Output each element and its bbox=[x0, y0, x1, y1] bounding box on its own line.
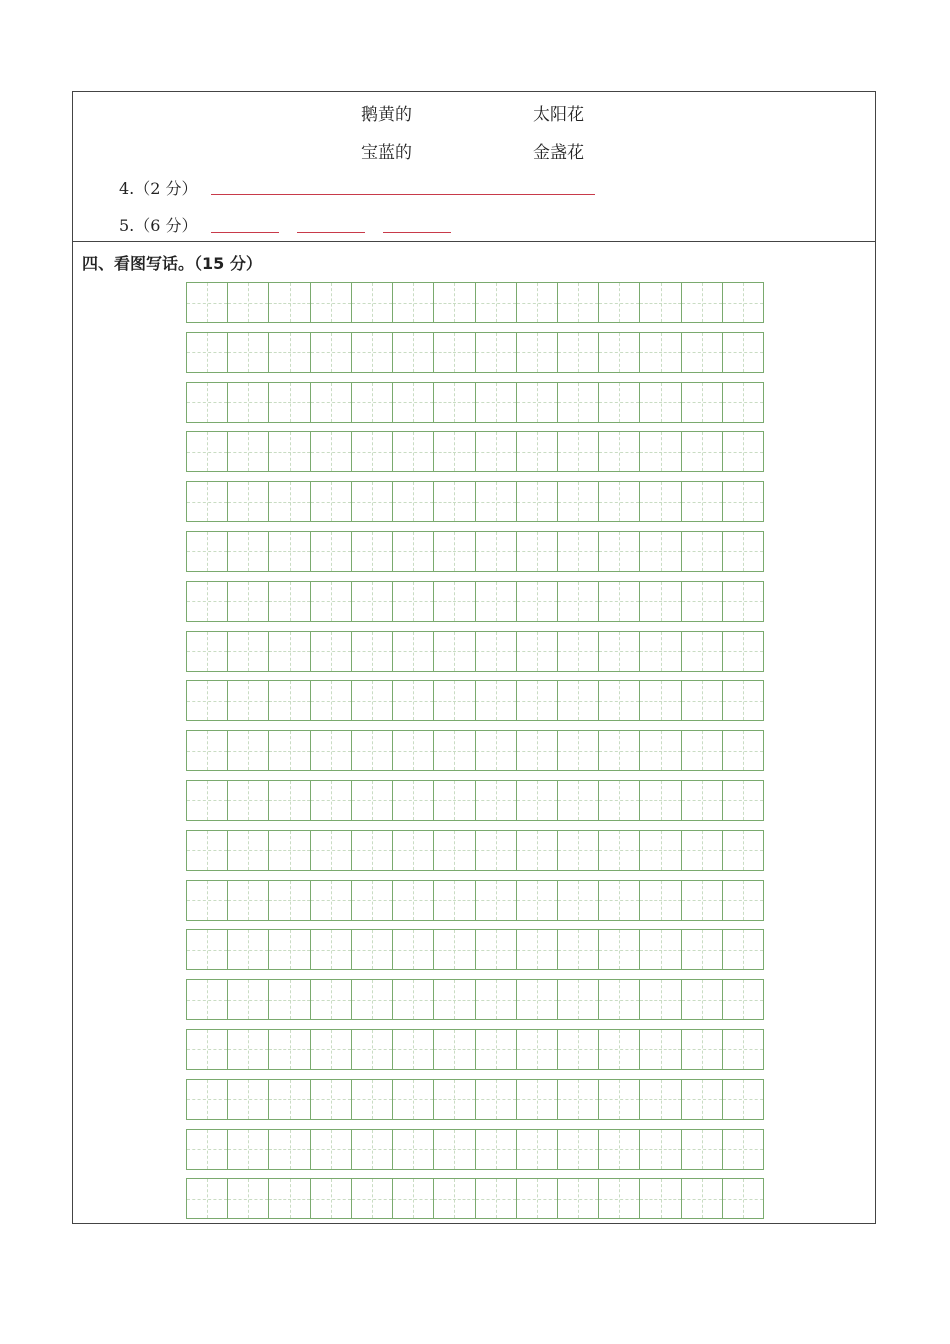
grid-cell[interactable] bbox=[558, 582, 599, 621]
grid-cell[interactable] bbox=[434, 283, 475, 322]
grid-cell[interactable] bbox=[269, 1179, 310, 1218]
grid-cell[interactable] bbox=[640, 1130, 681, 1169]
grid-cell[interactable] bbox=[723, 781, 763, 820]
grid-cell[interactable] bbox=[352, 681, 393, 720]
question-5-label: 5.（6 分） bbox=[119, 216, 198, 235]
grid-cell[interactable] bbox=[682, 432, 723, 471]
grid-cell[interactable] bbox=[311, 681, 352, 720]
grid-cell[interactable] bbox=[393, 1130, 434, 1169]
grid-cell[interactable] bbox=[558, 681, 599, 720]
grid-cell[interactable] bbox=[599, 333, 640, 372]
grid-cell[interactable] bbox=[682, 881, 723, 920]
grid-cell[interactable] bbox=[352, 980, 393, 1019]
grid-cell[interactable] bbox=[269, 432, 310, 471]
grid-cell[interactable] bbox=[434, 681, 475, 720]
grid-cell[interactable] bbox=[269, 881, 310, 920]
grid-cell[interactable] bbox=[558, 781, 599, 820]
grid-cell[interactable] bbox=[723, 283, 763, 322]
grid-cell[interactable] bbox=[393, 532, 434, 571]
grid-cell[interactable] bbox=[723, 532, 763, 571]
grid-cell[interactable] bbox=[269, 731, 310, 770]
grid-cell[interactable] bbox=[599, 781, 640, 820]
grid-cell[interactable] bbox=[476, 1080, 517, 1119]
grid-cell[interactable] bbox=[187, 881, 228, 920]
grid-cell[interactable] bbox=[187, 781, 228, 820]
grid-cell[interactable] bbox=[558, 283, 599, 322]
grid-cell[interactable] bbox=[558, 1080, 599, 1119]
grid-cell[interactable] bbox=[558, 831, 599, 870]
grid-row bbox=[186, 481, 764, 522]
grid-cell[interactable] bbox=[599, 432, 640, 471]
grid-cell[interactable] bbox=[311, 482, 352, 521]
grid-cell[interactable] bbox=[682, 980, 723, 1019]
grid-cell[interactable] bbox=[558, 881, 599, 920]
grid-cell[interactable] bbox=[476, 582, 517, 621]
grid-cell[interactable] bbox=[558, 333, 599, 372]
grid-cell[interactable] bbox=[434, 532, 475, 571]
grid-cell[interactable] bbox=[640, 532, 681, 571]
grid-cell[interactable] bbox=[599, 283, 640, 322]
grid-cell[interactable] bbox=[228, 632, 269, 671]
grid-cell[interactable] bbox=[723, 383, 763, 422]
grid-cell[interactable] bbox=[640, 781, 681, 820]
grid-cell[interactable] bbox=[558, 383, 599, 422]
grid-cell[interactable] bbox=[311, 781, 352, 820]
grid-cell[interactable] bbox=[393, 632, 434, 671]
grid-cell[interactable] bbox=[187, 1179, 228, 1218]
grid-cell[interactable] bbox=[517, 1080, 558, 1119]
grid-cell[interactable] bbox=[476, 831, 517, 870]
grid-cell[interactable] bbox=[476, 980, 517, 1019]
grid-row bbox=[186, 1029, 764, 1070]
grid-cell[interactable] bbox=[187, 831, 228, 870]
grid-cell[interactable] bbox=[723, 1179, 763, 1218]
grid-cell[interactable] bbox=[434, 731, 475, 770]
grid-cell[interactable] bbox=[434, 1080, 475, 1119]
grid-cell[interactable] bbox=[434, 1030, 475, 1069]
grid-cell[interactable] bbox=[393, 881, 434, 920]
grid-row bbox=[186, 1079, 764, 1120]
grid-cell[interactable] bbox=[228, 532, 269, 571]
grid-cell[interactable] bbox=[393, 831, 434, 870]
grid-cell[interactable] bbox=[311, 980, 352, 1019]
grid-cell[interactable] bbox=[640, 1080, 681, 1119]
grid-cell[interactable] bbox=[228, 482, 269, 521]
grid-cell[interactable] bbox=[517, 930, 558, 969]
grid-row bbox=[186, 631, 764, 672]
grid-cell[interactable] bbox=[476, 1179, 517, 1218]
grid-cell[interactable] bbox=[311, 881, 352, 920]
grid-cell[interactable] bbox=[352, 881, 393, 920]
grid-cell[interactable] bbox=[517, 681, 558, 720]
grid-cell[interactable] bbox=[558, 1179, 599, 1218]
grid-cell[interactable] bbox=[393, 482, 434, 521]
grid-cell[interactable] bbox=[476, 881, 517, 920]
grid-row bbox=[186, 929, 764, 970]
grid-cell[interactable] bbox=[476, 482, 517, 521]
grid-row bbox=[186, 680, 764, 721]
grid-cell[interactable] bbox=[599, 831, 640, 870]
grid-cell[interactable] bbox=[558, 980, 599, 1019]
grid-cell[interactable] bbox=[682, 283, 723, 322]
grid-cell[interactable] bbox=[311, 1130, 352, 1169]
grid-cell[interactable] bbox=[558, 632, 599, 671]
grid-cell[interactable] bbox=[599, 1080, 640, 1119]
grid-cell[interactable] bbox=[517, 582, 558, 621]
grid-cell[interactable] bbox=[434, 482, 475, 521]
grid-cell[interactable] bbox=[187, 1130, 228, 1169]
grid-cell[interactable] bbox=[517, 632, 558, 671]
grid-cell[interactable] bbox=[640, 681, 681, 720]
grid-cell[interactable] bbox=[599, 1130, 640, 1169]
grid-cell[interactable] bbox=[269, 980, 310, 1019]
grid-cell[interactable] bbox=[476, 283, 517, 322]
grid-cell[interactable] bbox=[517, 383, 558, 422]
grid-cell[interactable] bbox=[640, 333, 681, 372]
grid-cell[interactable] bbox=[228, 1179, 269, 1218]
grid-cell[interactable] bbox=[228, 582, 269, 621]
grid-cell[interactable] bbox=[187, 532, 228, 571]
grid-cell[interactable] bbox=[517, 532, 558, 571]
grid-cell[interactable] bbox=[640, 881, 681, 920]
grid-cell[interactable] bbox=[393, 333, 434, 372]
grid-cell[interactable] bbox=[434, 980, 475, 1019]
grid-cell[interactable] bbox=[187, 930, 228, 969]
grid-row bbox=[186, 1178, 764, 1219]
grid-row bbox=[186, 830, 764, 871]
grid-cell[interactable] bbox=[269, 681, 310, 720]
grid-cell[interactable] bbox=[269, 1080, 310, 1119]
grid-cell[interactable] bbox=[476, 432, 517, 471]
grid-cell[interactable] bbox=[352, 532, 393, 571]
grid-cell[interactable] bbox=[269, 632, 310, 671]
grid-cell[interactable] bbox=[558, 432, 599, 471]
grid-cell[interactable] bbox=[640, 930, 681, 969]
grid-row bbox=[186, 581, 764, 622]
grid-cell[interactable] bbox=[723, 930, 763, 969]
grid-cell[interactable] bbox=[517, 333, 558, 372]
grid-cell[interactable] bbox=[476, 1030, 517, 1069]
grid-cell[interactable] bbox=[269, 831, 310, 870]
grid-cell[interactable] bbox=[723, 482, 763, 521]
grid-cell[interactable] bbox=[682, 930, 723, 969]
grid-cell[interactable] bbox=[352, 930, 393, 969]
grid-cell[interactable] bbox=[352, 632, 393, 671]
grid-cell[interactable] bbox=[682, 383, 723, 422]
grid-cell[interactable] bbox=[311, 1179, 352, 1218]
grid-cell[interactable] bbox=[640, 1030, 681, 1069]
grid-cell[interactable] bbox=[352, 383, 393, 422]
grid-cell[interactable] bbox=[640, 632, 681, 671]
grid-cell[interactable] bbox=[476, 930, 517, 969]
grid-cell[interactable] bbox=[269, 781, 310, 820]
grid-cell[interactable] bbox=[434, 1179, 475, 1218]
grid-cell[interactable] bbox=[228, 432, 269, 471]
grid-cell[interactable] bbox=[187, 582, 228, 621]
grid-cell[interactable] bbox=[476, 333, 517, 372]
grid-cell[interactable] bbox=[269, 1130, 310, 1169]
grid-cell[interactable] bbox=[599, 930, 640, 969]
grid-cell[interactable] bbox=[723, 980, 763, 1019]
grid-cell[interactable] bbox=[476, 632, 517, 671]
grid-cell[interactable] bbox=[228, 930, 269, 969]
grid-row bbox=[186, 382, 764, 423]
grid-row bbox=[186, 531, 764, 572]
grid-cell[interactable] bbox=[352, 831, 393, 870]
grid-cell[interactable] bbox=[352, 432, 393, 471]
grid-cell[interactable] bbox=[599, 532, 640, 571]
grid-row bbox=[186, 979, 764, 1020]
grid-row bbox=[186, 332, 764, 373]
grid-cell[interactable] bbox=[352, 582, 393, 621]
grid-cell[interactable] bbox=[599, 1179, 640, 1218]
grid-cell[interactable] bbox=[393, 1179, 434, 1218]
grid-row bbox=[186, 1129, 764, 1170]
word-right-2: 金盏花 bbox=[533, 143, 584, 163]
question-4-answer-line[interactable] bbox=[211, 194, 595, 195]
grid-cell[interactable] bbox=[434, 432, 475, 471]
grid-cell[interactable] bbox=[640, 831, 681, 870]
grid-cell[interactable] bbox=[517, 1179, 558, 1218]
grid-cell[interactable] bbox=[311, 532, 352, 571]
grid-row bbox=[186, 730, 764, 771]
grid-cell[interactable] bbox=[723, 432, 763, 471]
grid-cell[interactable] bbox=[311, 333, 352, 372]
grid-cell[interactable] bbox=[476, 681, 517, 720]
grid-cell[interactable] bbox=[311, 1030, 352, 1069]
grid-cell[interactable] bbox=[228, 831, 269, 870]
grid-cell[interactable] bbox=[311, 283, 352, 322]
grid-cell[interactable] bbox=[558, 930, 599, 969]
grid-cell[interactable] bbox=[599, 731, 640, 770]
grid-cell[interactable] bbox=[640, 383, 681, 422]
grid-cell[interactable] bbox=[269, 333, 310, 372]
question-5-answer-line-3[interactable] bbox=[383, 232, 451, 233]
grid-cell[interactable] bbox=[682, 333, 723, 372]
exam-table bbox=[72, 91, 876, 1224]
grid-cell[interactable] bbox=[352, 781, 393, 820]
grid-cell[interactable] bbox=[723, 582, 763, 621]
grid-cell[interactable] bbox=[682, 681, 723, 720]
grid-cell[interactable] bbox=[434, 881, 475, 920]
grid-cell[interactable] bbox=[352, 1080, 393, 1119]
grid-cell[interactable] bbox=[476, 532, 517, 571]
grid-cell[interactable] bbox=[311, 731, 352, 770]
grid-cell[interactable] bbox=[723, 632, 763, 671]
grid-cell[interactable] bbox=[599, 582, 640, 621]
grid-cell[interactable] bbox=[187, 1030, 228, 1069]
grid-cell[interactable] bbox=[228, 1130, 269, 1169]
grid-cell[interactable] bbox=[228, 1080, 269, 1119]
grid-cell[interactable] bbox=[434, 930, 475, 969]
grid-cell[interactable] bbox=[228, 333, 269, 372]
grid-cell[interactable] bbox=[352, 1130, 393, 1169]
grid-cell[interactable] bbox=[682, 1179, 723, 1218]
grid-cell[interactable] bbox=[517, 731, 558, 770]
grid-cell[interactable] bbox=[352, 1179, 393, 1218]
grid-cell[interactable] bbox=[434, 632, 475, 671]
grid-row bbox=[186, 431, 764, 472]
grid-cell[interactable] bbox=[723, 831, 763, 870]
grid-cell[interactable] bbox=[311, 582, 352, 621]
grid-cell[interactable] bbox=[311, 432, 352, 471]
grid-cell[interactable] bbox=[187, 333, 228, 372]
grid-cell[interactable] bbox=[269, 1030, 310, 1069]
word-left-2: 宝蓝的 bbox=[361, 143, 412, 163]
grid-cell[interactable] bbox=[269, 582, 310, 621]
grid-cell[interactable] bbox=[558, 731, 599, 770]
grid-cell[interactable] bbox=[558, 1130, 599, 1169]
grid-cell[interactable] bbox=[187, 482, 228, 521]
grid-cell[interactable] bbox=[476, 781, 517, 820]
grid-cell[interactable] bbox=[682, 582, 723, 621]
grid-cell[interactable] bbox=[352, 731, 393, 770]
grid-cell[interactable] bbox=[640, 980, 681, 1019]
grid-cell[interactable] bbox=[682, 1130, 723, 1169]
grid-cell[interactable] bbox=[723, 681, 763, 720]
grid-cell[interactable] bbox=[393, 432, 434, 471]
grid-cell[interactable] bbox=[682, 831, 723, 870]
grid-cell[interactable] bbox=[393, 383, 434, 422]
grid-cell[interactable] bbox=[187, 980, 228, 1019]
grid-cell[interactable] bbox=[187, 632, 228, 671]
question-4-label: 4.（2 分） bbox=[119, 179, 198, 198]
grid-cell[interactable] bbox=[682, 1030, 723, 1069]
grid-cell[interactable] bbox=[311, 1080, 352, 1119]
grid-cell[interactable] bbox=[434, 383, 475, 422]
grid-cell[interactable] bbox=[517, 831, 558, 870]
grid-cell[interactable] bbox=[187, 681, 228, 720]
grid-cell[interactable] bbox=[640, 731, 681, 770]
grid-cell[interactable] bbox=[682, 1080, 723, 1119]
grid-cell[interactable] bbox=[723, 1030, 763, 1069]
grid-cell[interactable] bbox=[517, 980, 558, 1019]
grid-cell[interactable] bbox=[517, 881, 558, 920]
grid-cell[interactable] bbox=[434, 1130, 475, 1169]
writing-grid[interactable] bbox=[186, 282, 764, 1228]
grid-cell[interactable] bbox=[228, 980, 269, 1019]
grid-cell[interactable] bbox=[311, 930, 352, 969]
grid-cell[interactable] bbox=[682, 482, 723, 521]
grid-cell[interactable] bbox=[269, 482, 310, 521]
question-5-answer-line-1[interactable] bbox=[211, 232, 279, 233]
grid-cell[interactable] bbox=[393, 1030, 434, 1069]
grid-cell[interactable] bbox=[723, 1130, 763, 1169]
grid-cell[interactable] bbox=[352, 1030, 393, 1069]
grid-cell[interactable] bbox=[352, 333, 393, 372]
grid-cell[interactable] bbox=[228, 731, 269, 770]
grid-cell[interactable] bbox=[311, 831, 352, 870]
question-5-answer-line-2[interactable] bbox=[297, 232, 365, 233]
grid-cell[interactable] bbox=[723, 333, 763, 372]
grid-cell[interactable] bbox=[393, 582, 434, 621]
grid-cell[interactable] bbox=[393, 1080, 434, 1119]
grid-cell[interactable] bbox=[393, 980, 434, 1019]
grid-cell[interactable] bbox=[723, 1080, 763, 1119]
grid-row bbox=[186, 282, 764, 323]
grid-cell[interactable] bbox=[640, 283, 681, 322]
grid-cell[interactable] bbox=[187, 1080, 228, 1119]
grid-cell[interactable] bbox=[723, 881, 763, 920]
section-divider bbox=[73, 241, 875, 242]
grid-cell[interactable] bbox=[434, 831, 475, 870]
grid-cell[interactable] bbox=[599, 1030, 640, 1069]
grid-cell[interactable] bbox=[599, 632, 640, 671]
grid-cell[interactable] bbox=[682, 532, 723, 571]
grid-cell[interactable] bbox=[723, 731, 763, 770]
grid-cell[interactable] bbox=[434, 781, 475, 820]
grid-cell[interactable] bbox=[269, 930, 310, 969]
grid-cell[interactable] bbox=[517, 1030, 558, 1069]
word-left-1: 鹅黄的 bbox=[361, 105, 412, 125]
grid-cell[interactable] bbox=[558, 532, 599, 571]
grid-cell[interactable] bbox=[517, 781, 558, 820]
grid-cell[interactable] bbox=[640, 582, 681, 621]
grid-cell[interactable] bbox=[228, 681, 269, 720]
grid-cell[interactable] bbox=[640, 482, 681, 521]
grid-cell[interactable] bbox=[269, 283, 310, 322]
grid-cell[interactable] bbox=[393, 930, 434, 969]
grid-cell[interactable] bbox=[476, 383, 517, 422]
grid-cell[interactable] bbox=[352, 482, 393, 521]
grid-cell[interactable] bbox=[599, 383, 640, 422]
grid-cell[interactable] bbox=[476, 1130, 517, 1169]
grid-cell[interactable] bbox=[517, 1130, 558, 1169]
grid-cell[interactable] bbox=[187, 432, 228, 471]
grid-cell[interactable] bbox=[393, 681, 434, 720]
grid-cell[interactable] bbox=[393, 781, 434, 820]
grid-cell[interactable] bbox=[311, 632, 352, 671]
grid-row bbox=[186, 880, 764, 921]
grid-cell[interactable] bbox=[517, 283, 558, 322]
grid-cell[interactable] bbox=[393, 731, 434, 770]
grid-cell[interactable] bbox=[682, 781, 723, 820]
grid-cell[interactable] bbox=[517, 482, 558, 521]
grid-cell[interactable] bbox=[187, 283, 228, 322]
grid-cell[interactable] bbox=[434, 333, 475, 372]
grid-cell[interactable] bbox=[640, 432, 681, 471]
grid-cell[interactable] bbox=[599, 881, 640, 920]
grid-cell[interactable] bbox=[228, 283, 269, 322]
grid-cell[interactable] bbox=[228, 781, 269, 820]
grid-cell[interactable] bbox=[434, 582, 475, 621]
grid-cell[interactable] bbox=[558, 482, 599, 521]
grid-cell[interactable] bbox=[640, 1179, 681, 1218]
grid-cell[interactable] bbox=[599, 980, 640, 1019]
word-right-1: 太阳花 bbox=[533, 105, 584, 125]
grid-cell[interactable] bbox=[599, 482, 640, 521]
grid-cell[interactable] bbox=[228, 383, 269, 422]
grid-cell[interactable] bbox=[228, 881, 269, 920]
grid-cell[interactable] bbox=[517, 432, 558, 471]
grid-cell[interactable] bbox=[682, 632, 723, 671]
grid-cell[interactable] bbox=[476, 731, 517, 770]
grid-row bbox=[186, 780, 764, 821]
section-4-title: 四、看图写话。（15 分） bbox=[82, 254, 262, 273]
grid-cell[interactable] bbox=[228, 1030, 269, 1069]
grid-cell[interactable] bbox=[269, 383, 310, 422]
grid-cell[interactable] bbox=[269, 532, 310, 571]
grid-cell[interactable] bbox=[393, 283, 434, 322]
grid-cell[interactable] bbox=[682, 731, 723, 770]
grid-cell[interactable] bbox=[187, 383, 228, 422]
grid-cell[interactable] bbox=[558, 1030, 599, 1069]
grid-cell[interactable] bbox=[599, 681, 640, 720]
grid-cell[interactable] bbox=[352, 283, 393, 322]
grid-cell[interactable] bbox=[311, 383, 352, 422]
grid-cell[interactable] bbox=[187, 731, 228, 770]
